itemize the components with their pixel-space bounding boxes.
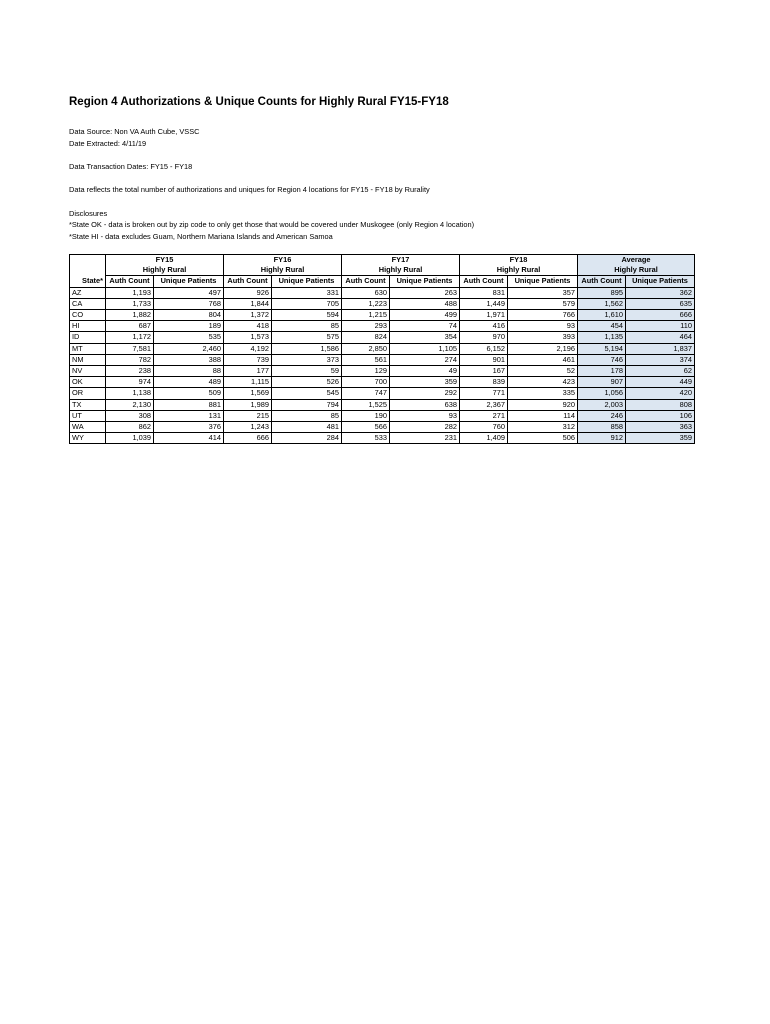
- auth-count-cell: 1,223: [342, 298, 390, 309]
- auth-count-cell: 1,409: [460, 433, 508, 444]
- auth-count-cell: 4,192: [224, 343, 272, 354]
- auth-count-cell: 862: [106, 422, 154, 433]
- table-row: [70, 321, 695, 332]
- table-row: [70, 298, 695, 309]
- auth-count-cell: 1,971: [460, 310, 508, 321]
- auth-count-cell: 1,135: [578, 332, 626, 343]
- auth-count-cell: 746: [578, 354, 626, 365]
- auth-count-cell: 2,367: [460, 399, 508, 410]
- header-row-columns: [70, 276, 695, 287]
- disclosure-ok: *State OK - data is broken out by zip code to only get those that would be covered under Muskogee (only Region 4 location): [69, 220, 475, 229]
- auth-count-cell: 907: [578, 377, 626, 388]
- unique-patients-cell: 497: [154, 287, 224, 298]
- auth-count-cell: 858: [578, 422, 626, 433]
- auth-count-cell: 1,733: [106, 298, 154, 309]
- auth-count-cell: 1,056: [578, 388, 626, 399]
- auth-count-cell: 760: [460, 422, 508, 433]
- auth-count-cell: 177: [224, 366, 272, 377]
- auth-count-cell: 1,882: [106, 310, 154, 321]
- auth-count-cell: 782: [106, 354, 154, 365]
- header-row-rurality: [70, 265, 695, 276]
- unique-patients-cell: 509: [154, 388, 224, 399]
- header-fy15-sub: Highly Rural: [106, 265, 224, 276]
- unique-patients-cell: 1,586: [272, 343, 342, 354]
- auth-count-cell: 970: [460, 332, 508, 343]
- state-cell: CO: [70, 310, 106, 321]
- unique-patients-cell: 59: [272, 366, 342, 377]
- header-auth-count: Auth Count: [578, 276, 626, 287]
- unique-patients-cell: 312: [508, 422, 578, 433]
- auth-count-cell: 2,850: [342, 343, 390, 354]
- header-auth-count: Auth Count: [342, 276, 390, 287]
- header-auth-count: Auth Count: [106, 276, 154, 287]
- auth-count-cell: 700: [342, 377, 390, 388]
- unique-patients-cell: 768: [154, 298, 224, 309]
- table-row: [70, 354, 695, 365]
- auth-count-cell: 1,115: [224, 377, 272, 388]
- auth-count-cell: 1,610: [578, 310, 626, 321]
- unique-patients-cell: 766: [508, 310, 578, 321]
- unique-patients-cell: 635: [626, 298, 695, 309]
- unique-patients-cell: 449: [626, 377, 695, 388]
- unique-patients-cell: 131: [154, 410, 224, 421]
- unique-patients-cell: 93: [508, 321, 578, 332]
- unique-patients-cell: 52: [508, 366, 578, 377]
- state-cell: ID: [70, 332, 106, 343]
- header-auth-count: Auth Count: [224, 276, 272, 287]
- header-fy15: FY15: [106, 255, 224, 266]
- unique-patients-cell: 506: [508, 433, 578, 444]
- table-row: [70, 410, 695, 421]
- auth-count-cell: 895: [578, 287, 626, 298]
- unique-patients-cell: 464: [626, 332, 695, 343]
- header-blank: [70, 255, 106, 266]
- auth-count-cell: 974: [106, 377, 154, 388]
- unique-patients-cell: 414: [154, 433, 224, 444]
- header-fy18: FY18: [460, 255, 578, 266]
- unique-patients-cell: 881: [154, 399, 224, 410]
- table-body: [70, 287, 695, 444]
- header-fy17-sub: Highly Rural: [342, 265, 460, 276]
- state-cell: MT: [70, 343, 106, 354]
- unique-patients-cell: 794: [272, 399, 342, 410]
- header-average: Average: [578, 255, 695, 266]
- state-cell: UT: [70, 410, 106, 421]
- unique-patients-cell: 357: [508, 287, 578, 298]
- auth-count-cell: 246: [578, 410, 626, 421]
- auth-count-cell: 831: [460, 287, 508, 298]
- unique-patients-cell: 2,460: [154, 343, 224, 354]
- auth-count-cell: 1,573: [224, 332, 272, 343]
- unique-patients-cell: 488: [390, 298, 460, 309]
- auth-count-cell: 747: [342, 388, 390, 399]
- auth-count-cell: 1,138: [106, 388, 154, 399]
- unique-patients-cell: 362: [626, 287, 695, 298]
- auth-count-cell: 178: [578, 366, 626, 377]
- header-state: State*: [70, 276, 106, 287]
- unique-patients-cell: 1,105: [390, 343, 460, 354]
- auth-count-cell: 1,172: [106, 332, 154, 343]
- unique-patients-cell: 282: [390, 422, 460, 433]
- state-cell: OR: [70, 388, 106, 399]
- unique-patients-cell: 804: [154, 310, 224, 321]
- auth-count-cell: 1,562: [578, 298, 626, 309]
- table-row: [70, 343, 695, 354]
- unique-patients-cell: 85: [272, 410, 342, 421]
- disclosure-hi: *State HI - data excludes Guam, Northern Mariana Islands and American Samoa: [69, 232, 333, 241]
- unique-patients-cell: 579: [508, 298, 578, 309]
- auth-count-cell: 912: [578, 433, 626, 444]
- unique-patients-cell: 638: [390, 399, 460, 410]
- unique-patients-cell: 106: [626, 410, 695, 421]
- table-row: [70, 332, 695, 343]
- unique-patients-cell: 335: [508, 388, 578, 399]
- header-fy17: FY17: [342, 255, 460, 266]
- auth-count-cell: 238: [106, 366, 154, 377]
- table-row: [70, 310, 695, 321]
- auth-count-cell: 2,130: [106, 399, 154, 410]
- auth-count-cell: 1,569: [224, 388, 272, 399]
- state-cell: CA: [70, 298, 106, 309]
- table-row: [70, 422, 695, 433]
- data-source-line: Data Source: Non VA Auth Cube, VSSC: [69, 127, 200, 136]
- unique-patients-cell: 535: [154, 332, 224, 343]
- header-fy16: FY16: [224, 255, 342, 266]
- auth-count-cell: 739: [224, 354, 272, 365]
- unique-patients-cell: 85: [272, 321, 342, 332]
- auth-count-cell: 630: [342, 287, 390, 298]
- header-unique-patients: Unique Patients: [626, 276, 695, 287]
- unique-patients-cell: 114: [508, 410, 578, 421]
- unique-patients-cell: 808: [626, 399, 695, 410]
- page-title: Region 4 Authorizations & Unique Counts for Highly Rural FY15-FY18: [69, 96, 449, 108]
- auth-count-cell: 1,844: [224, 298, 272, 309]
- header-auth-count: Auth Count: [460, 276, 508, 287]
- auth-count-cell: 308: [106, 410, 154, 421]
- auth-count-cell: 771: [460, 388, 508, 399]
- auth-count-cell: 1,039: [106, 433, 154, 444]
- auth-count-cell: 901: [460, 354, 508, 365]
- header-unique-patients: Unique Patients: [272, 276, 342, 287]
- table-row: [70, 366, 695, 377]
- auth-count-cell: 1,989: [224, 399, 272, 410]
- header-unique-patients: Unique Patients: [154, 276, 224, 287]
- unique-patients-cell: 110: [626, 321, 695, 332]
- unique-patients-cell: 489: [154, 377, 224, 388]
- auth-count-cell: 416: [460, 321, 508, 332]
- unique-patients-cell: 74: [390, 321, 460, 332]
- auth-count-cell: 666: [224, 433, 272, 444]
- unique-patients-cell: 388: [154, 354, 224, 365]
- auth-count-cell: 533: [342, 433, 390, 444]
- unique-patients-cell: 263: [390, 287, 460, 298]
- unique-patients-cell: 423: [508, 377, 578, 388]
- auth-count-cell: 215: [224, 410, 272, 421]
- unique-patients-cell: 49: [390, 366, 460, 377]
- unique-patients-cell: 231: [390, 433, 460, 444]
- header-unique-patients: Unique Patients: [390, 276, 460, 287]
- disclosures-heading: Disclosures: [69, 209, 108, 218]
- unique-patients-cell: 88: [154, 366, 224, 377]
- header-fy16-sub: Highly Rural: [224, 265, 342, 276]
- unique-patients-cell: 705: [272, 298, 342, 309]
- auth-count-cell: 1,193: [106, 287, 154, 298]
- auth-count-cell: 1,215: [342, 310, 390, 321]
- auth-count-cell: 926: [224, 287, 272, 298]
- auth-count-cell: 7,581: [106, 343, 154, 354]
- auth-count-cell: 5,194: [578, 343, 626, 354]
- unique-patients-cell: 374: [626, 354, 695, 365]
- state-cell: NV: [70, 366, 106, 377]
- unique-patients-cell: 274: [390, 354, 460, 365]
- auth-count-cell: 293: [342, 321, 390, 332]
- table-row: [70, 377, 695, 388]
- unique-patients-cell: 373: [272, 354, 342, 365]
- table-row: [70, 287, 695, 298]
- unique-patients-cell: 376: [154, 422, 224, 433]
- auth-count-cell: 2,003: [578, 399, 626, 410]
- unique-patients-cell: 666: [626, 310, 695, 321]
- unique-patients-cell: 920: [508, 399, 578, 410]
- state-cell: AZ: [70, 287, 106, 298]
- state-cell: WY: [70, 433, 106, 444]
- unique-patients-cell: 1,837: [626, 343, 695, 354]
- auth-count-cell: 566: [342, 422, 390, 433]
- unique-patients-cell: 354: [390, 332, 460, 343]
- state-cell: OK: [70, 377, 106, 388]
- header-fy18-sub: Highly Rural: [460, 265, 578, 276]
- table-row: [70, 399, 695, 410]
- header-unique-patients: Unique Patients: [508, 276, 578, 287]
- auth-count-cell: 1,372: [224, 310, 272, 321]
- authorizations-table: [69, 254, 695, 444]
- auth-count-cell: 167: [460, 366, 508, 377]
- unique-patients-cell: 2,196: [508, 343, 578, 354]
- unique-patients-cell: 359: [390, 377, 460, 388]
- unique-patients-cell: 62: [626, 366, 695, 377]
- unique-patients-cell: 292: [390, 388, 460, 399]
- unique-patients-cell: 526: [272, 377, 342, 388]
- unique-patients-cell: 93: [390, 410, 460, 421]
- unique-patients-cell: 331: [272, 287, 342, 298]
- unique-patients-cell: 189: [154, 321, 224, 332]
- unique-patients-cell: 594: [272, 310, 342, 321]
- transaction-dates-line: Data Transaction Dates: FY15 - FY18: [69, 162, 193, 171]
- auth-count-cell: 839: [460, 377, 508, 388]
- auth-count-cell: 418: [224, 321, 272, 332]
- auth-count-cell: 1,525: [342, 399, 390, 410]
- unique-patients-cell: 284: [272, 433, 342, 444]
- auth-count-cell: 129: [342, 366, 390, 377]
- unique-patients-cell: 393: [508, 332, 578, 343]
- state-cell: WA: [70, 422, 106, 433]
- reflects-line: Data reflects the total number of authorizations and uniques for Region 4 locations for FY15 - FY18 by Rurality: [69, 185, 430, 194]
- auth-count-cell: 271: [460, 410, 508, 421]
- auth-count-cell: 687: [106, 321, 154, 332]
- auth-count-cell: 824: [342, 332, 390, 343]
- unique-patients-cell: 575: [272, 332, 342, 343]
- unique-patients-cell: 420: [626, 388, 695, 399]
- header-row-year: [70, 255, 695, 266]
- auth-count-cell: 1,243: [224, 422, 272, 433]
- unique-patients-cell: 363: [626, 422, 695, 433]
- unique-patients-cell: 461: [508, 354, 578, 365]
- auth-count-cell: 1,449: [460, 298, 508, 309]
- table-row: [70, 388, 695, 399]
- unique-patients-cell: 499: [390, 310, 460, 321]
- unique-patients-cell: 481: [272, 422, 342, 433]
- header-blank: [70, 265, 106, 276]
- auth-count-cell: 454: [578, 321, 626, 332]
- state-cell: HI: [70, 321, 106, 332]
- state-cell: NM: [70, 354, 106, 365]
- state-cell: TX: [70, 399, 106, 410]
- unique-patients-cell: 545: [272, 388, 342, 399]
- table-row: [70, 433, 695, 444]
- header-average-sub: Highly Rural: [578, 265, 695, 276]
- auth-count-cell: 190: [342, 410, 390, 421]
- auth-count-cell: 561: [342, 354, 390, 365]
- date-extracted-line: Date Extracted: 4/11/19: [69, 139, 147, 148]
- auth-count-cell: 6,152: [460, 343, 508, 354]
- unique-patients-cell: 359: [626, 433, 695, 444]
